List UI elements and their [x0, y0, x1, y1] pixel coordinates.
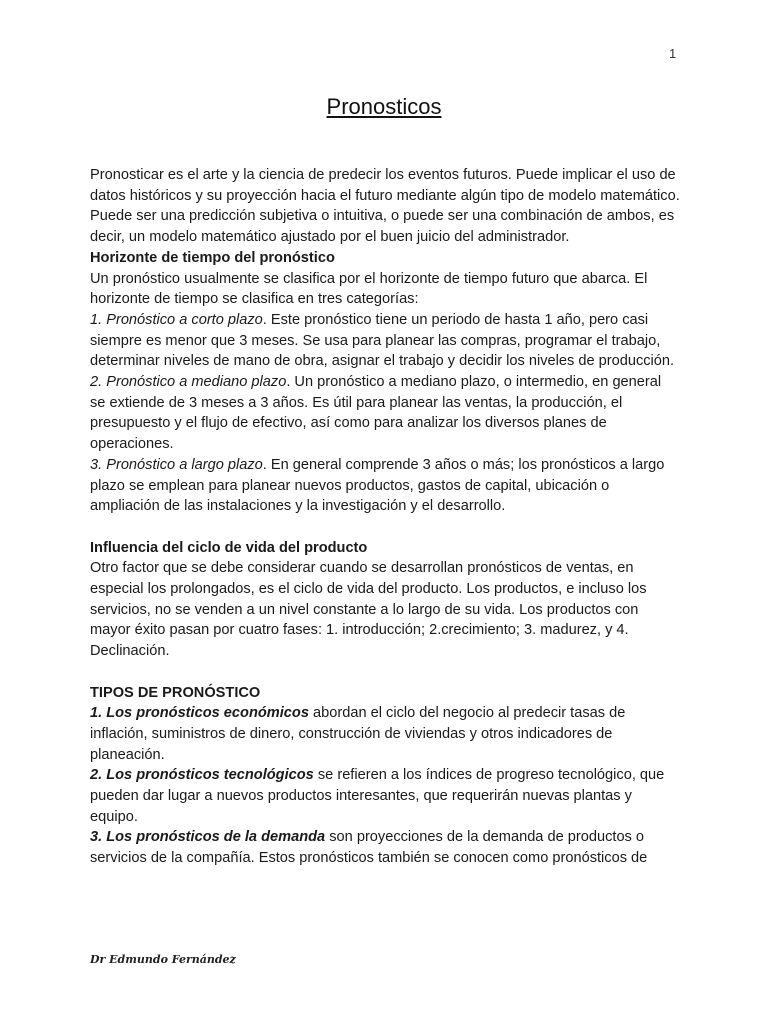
- types-item-text: se refieren a los índices de progreso tecnológico, que pueden dar lugar a nuevos productos interesantes, que requerirán nuevas plantas y equipo.: [90, 767, 665, 825]
- types-heading: TIPOS DE PRONÓSTICO: [90, 684, 261, 701]
- horizon-item-label: 3. Pronóstico a largo plazo: [90, 456, 263, 473]
- page-title: Pronosticos: [326, 94, 442, 119]
- types-item: [90, 765, 680, 827]
- horizon-item-text: . Un pronóstico a mediano plazo, o intermedio, en general se extiende de 3 meses a 3 años. Es útil para planear las ventas, la producción, el presupuesto y el flujo de efectivo, así como para analizar los diversos planes de operaciones.: [90, 374, 662, 453]
- lifecycle-paragraph: Otro factor que se debe considerar cuando se desarrollan pronósticos de ventas, en especial los prolongados, es el ciclo de vida del producto. Los productos, e incluso los servicios, no se venden a un nivel constante a lo largo de su vida. Los productos con mayor éxito pasan por cuatro fases: 1. introducción; 2.crecimiento; 3. madurez, y 4. Declinación.: [90, 560, 647, 660]
- page-number: 1: [669, 46, 677, 61]
- footer-author: Dr Edmundo Fernández: [90, 953, 236, 966]
- paragraph-spacer: [90, 662, 680, 683]
- horizon-heading: Horizonte de tiempo del pronóstico: [90, 249, 335, 266]
- horizon-item-text: . Este pronóstico tiene un periodo de hasta 1 año, pero casi siempre es menor que 3 meses. Se usa para planear las compras, programar el trabajo, determinar niveles de mano de obra, asignar el trabajo y decidir los niveles de producción.: [90, 311, 675, 370]
- horizon-item-label: 1. Pronóstico a corto plazo: [90, 311, 263, 328]
- types-item-label: 3. Los pronósticos de la demanda: [90, 829, 326, 846]
- lifecycle-heading: Influencia del ciclo de vida del producto: [90, 539, 368, 556]
- paragraph-spacer: [90, 517, 680, 538]
- intro-paragraph: Pronosticar es el arte y la ciencia de predecir los eventos futuros. Puede implicar el uso de datos históricos y su proyección hacia el futuro mediante algún tipo de modelo matemático. Puede ser una predicción subjetiva o intuitiva, o puede ser una combinación de ambos, es decir, un modelo matemático ajustado por el buen juicio del administrador.: [90, 167, 680, 246]
- types-item-label: 1. Los pronósticos económicos: [90, 705, 309, 722]
- types-item-text: son proyecciones de la demanda de productos o servicios de la compañía. Estos pronósticos también se conocen como pronósticos de: [90, 829, 648, 867]
- horizon-item: [90, 455, 680, 517]
- horizon-item: [90, 310, 680, 372]
- types-item: [90, 827, 680, 868]
- document-body: [90, 165, 680, 869]
- horizon-item-label: 2. Pronóstico a mediano plazo: [90, 374, 287, 391]
- horizon-item: [90, 372, 680, 455]
- horizon-item-text: . En general comprende 3 años o más; los pronósticos a largo plazo se emplean para planear nuevos productos, gastos de capital, ubicación o ampliación de las instalaciones y la investigación y el desarrollo.: [90, 456, 665, 515]
- types-item: [90, 703, 680, 765]
- horizon-paragraph: Un pronóstico usualmente se clasifica por el horizonte de tiempo futuro que abarca. El horizonte de tiempo se clasifica en tres categorías:: [90, 270, 648, 308]
- types-item-text: abordan el ciclo del negocio al predecir tasas de inflación, suministros de dinero, construcción de viviendas y otros indicadores de planeación.: [90, 705, 626, 763]
- types-item-label: 2. Los pronósticos tecnológicos: [90, 767, 314, 784]
